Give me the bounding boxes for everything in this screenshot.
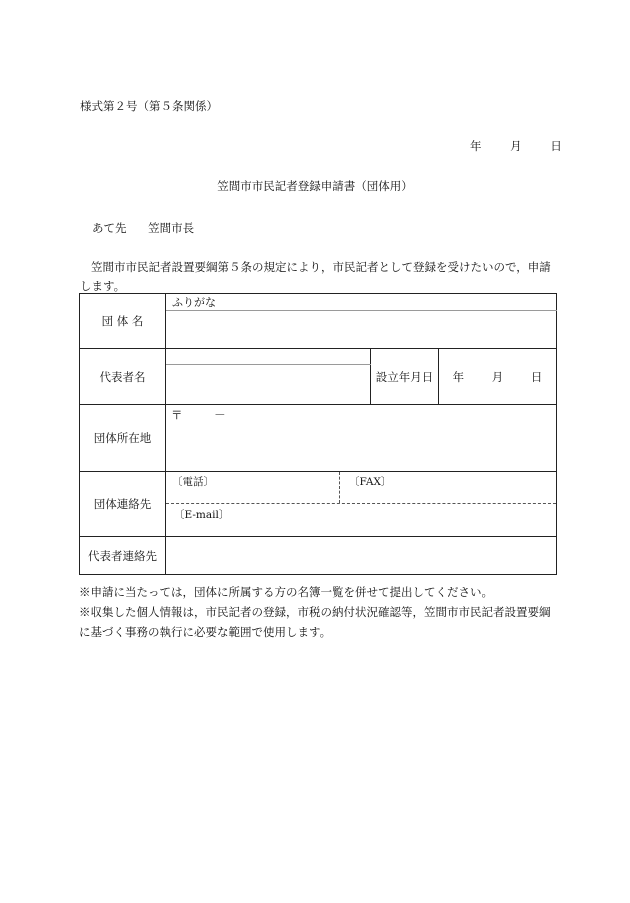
established-month: 月 <box>491 369 504 384</box>
established-date-field[interactable] <box>439 349 557 405</box>
rep-contact-field[interactable] <box>166 537 557 575</box>
representative-label <box>80 349 166 405</box>
document-title: 笠間市市民記者登録申請書（団体用） <box>217 179 413 193</box>
contact-field[interactable] <box>166 472 557 537</box>
application-statement: 笠間市市民記者設置要綱第５条の規定により，市民記者として登録を受けたいので，申請します。 <box>80 260 551 293</box>
form-number: 様式第２号（第５条関係） <box>80 99 218 113</box>
established-label-text: 設立年月日 <box>375 369 434 384</box>
rep-contact-label <box>80 537 166 575</box>
addressee-label: あて先 <box>92 221 127 235</box>
established-year: 年 <box>452 369 465 384</box>
address-label-text: 団体所在地 <box>93 431 152 445</box>
group-name-label <box>80 294 166 349</box>
address-field[interactable] <box>166 405 557 472</box>
addressee-to: 笠間市長 <box>148 221 195 235</box>
established-label <box>371 349 439 405</box>
addressee <box>92 220 194 236</box>
email-label: 〔E-mail〕 <box>174 509 230 521</box>
footnote-1: ※申請に当たっては，団体に所属する方の名簿一覧を併せて提出してください。 <box>79 585 493 599</box>
established-day: 日 <box>530 369 543 384</box>
date-line <box>470 138 562 154</box>
group-name-label-text: 団 体 名 <box>101 314 144 328</box>
representative-furigana-field[interactable] <box>166 349 371 365</box>
rep-contact-label-text: 代表者連絡先 <box>88 548 157 563</box>
date-month: 月 <box>510 139 522 153</box>
tel-label: 〔電話〕 <box>172 476 214 488</box>
representative-name-field[interactable] <box>166 365 371 405</box>
fax-label: 〔FAX〕 <box>349 476 392 488</box>
furigana-label: ふりがな <box>172 296 216 309</box>
furigana-field[interactable] <box>166 294 557 311</box>
date-year: 年 <box>470 139 482 153</box>
contact-vertical-divider <box>339 472 340 503</box>
address-label <box>80 405 166 472</box>
footnotes <box>79 582 559 642</box>
group-name-field[interactable] <box>166 311 557 349</box>
date-day: 日 <box>550 139 562 153</box>
contact-label <box>80 472 166 537</box>
postal-dash: － <box>214 408 226 422</box>
footnote-2: ※収集した個人情報は，市民記者の登録，市税の納付状況確認等，笠間市市民記者設置要綱に基づく事務の執行に必要な範囲で使用します。 <box>79 605 551 639</box>
application-form-table <box>79 293 557 575</box>
postal-mark: 〒 <box>171 408 183 422</box>
contact-label-text: 団体連絡先 <box>93 497 152 511</box>
representative-label-text: 代表者名 <box>99 369 146 384</box>
